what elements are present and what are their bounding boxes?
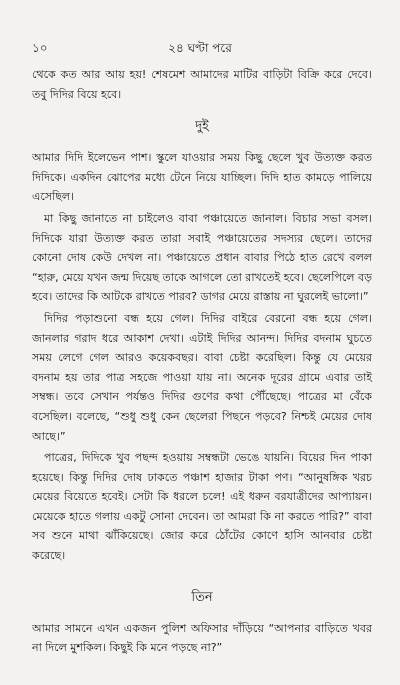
paragraph-two-2: মা কিছু জানাতে না চাইলেও বাবা পঞ্চায়েতে জানাল। বিচার সভা বসল। দিদিকে যারা উত্যক্ত করত তারা সবাই পঞ্চায়েতের সদস্যর ছেলে। তাদের কোনো দোষ কেউ দেখল না। পঞ্চায়েতে প্রধান বাবার পিঠে হাত রেখে বলল “হারু, মেয়ে যখন জন্ম দিয়েছ তাকে আগলে তো রাখতেই হবে। ছেলেপিলে বড় হবে। তাদের কি আটকে রাখতে পারব? ডাগর মেয়ে রাস্তায় না ঘুরলেই ভালো।” xyxy=(32,211,372,304)
paragraph-intro: থেকে কত আর আয় হয়! শেষমেশ আমাদের মাটির বাড়িটা বিক্রি করে দেবে। তবু দিদির বিয়ে হবে। xyxy=(32,68,372,101)
paragraph-two-1: আমার দিদি ইলেভেন পাশ। স্কুলে যাওয়ার সময় কিছু ছেলে খুব উত্যক্ত করত দিদিকে। একদিন ঝোপের মধ্যে টেনে নিয়ে যাচ্ছিল। দিদি হাত কামড়ে পালিয়ে এসেছিল। xyxy=(32,151,372,204)
page-header xyxy=(32,40,368,60)
running-title: ২৪ ঘণ্টা পরে xyxy=(168,41,232,55)
paragraph-two-3: দিদির পড়াশুনো বন্ধ হয়ে গেল। দিদির বাইরে বেরনো বন্ধ হয়ে গেল। জানলার গরাদ ধরে আকাশ দেখা। এটাই দিদির আনন্দ। দিদির বদনাম ঘুচতে সময় লেগে গেল আরও কয়েকবছর। বাবা চেষ্টা করেছিল। কিন্তু যে মেয়ের বদনাম হয় তার পাত্র সহজে পাওয়া যায় না। অনেক দূরের গ্রামে এবার তাই সম্বন্ধ। তবে সেখান পর্যন্তও দিদির গুণের কথা পৌঁছেছে। পাত্রের মা বেঁকে বসেছিল। বলেছে, “শুধু শুধু কেন ছেলেরা পিছনে পড়বে? নিশ্চই মেয়ের দোষ আছে।” xyxy=(32,311,372,443)
paragraph-three-1: আমার সামনে এখন একজন পুলিশ অফিসার দাঁড়িয়ে “আপনার বাড়িতে খবর না দিলে মুশকিল। কিছুই কি মনে পড়ছে না?” xyxy=(32,621,372,655)
page-number: ১০ xyxy=(32,41,48,55)
paragraph-two-4: পাত্রের, দিদিকে খুব পছন্দ হওয়ায় সম্বন্ধটা ভেঙে যায়নি। বিয়ের দিন পাকা হয়েছে। কিন্তু দিদির দোষ ঢাকতে পঞ্চাশ হাজার টাকা পণ। “আনুষঙ্গিক খরচ মেয়ের বিয়েতে হবেই। সেটা কি ধরলে চলে! এই ধরুন বরযাত্রীদের আপ্যায়ন। মেয়েকে হাতে গলায় একটু সোনা দেবেন। তা আমরা কি না করতে পারি?” বাবা সব শুনে মাথা ঝাঁকিয়েছে। জোর করে ঠোঁটের কোণে হাসি আনবার চেষ্টা করেছে। xyxy=(32,451,372,563)
page-body xyxy=(32,65,372,660)
section-heading-two: দুই xyxy=(195,119,209,135)
section-heading-three: তিন xyxy=(191,589,213,605)
